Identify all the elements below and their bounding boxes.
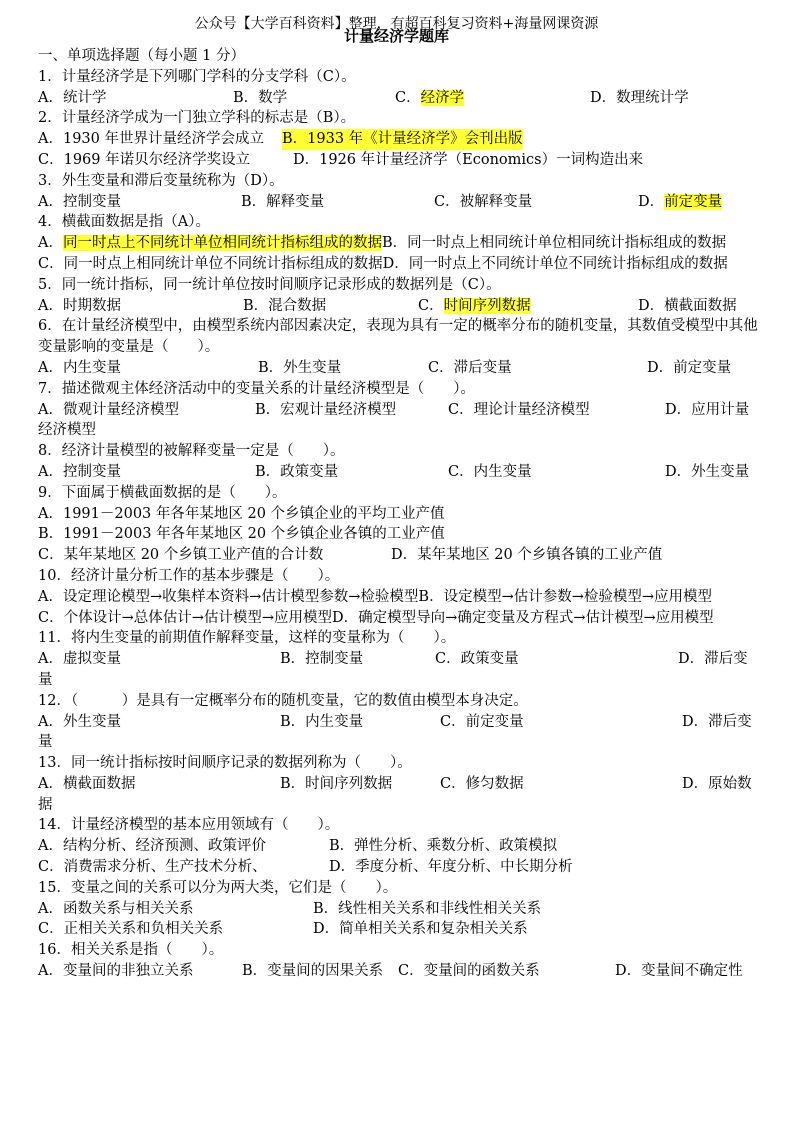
option-row (38, 712, 760, 754)
option-c: C．前定变量 (440, 713, 524, 730)
option-d: D．季度分析、年度分析、中长期分析 (329, 859, 573, 876)
option-row (38, 400, 760, 442)
question-stem: 7．描述微观主体经济活动中的变量关系的计量经济模型是（ ）。 (38, 380, 475, 397)
option-d: D．应用计量经济模型 (38, 401, 750, 439)
option-row (38, 88, 760, 109)
question-stem: 1．计量经济学是下列哪门学科的分支学科（C）。 (38, 68, 356, 85)
option-row (38, 836, 760, 857)
option-row (38, 649, 760, 691)
option-c: C．变量间的函数关系 (398, 963, 540, 980)
option-a: 同一时点上不同统计单位相同统计指标组成的数据 (62, 235, 382, 252)
option-c: C．内生变量 (448, 463, 532, 480)
question-stem: 13．同一统计指标按时间顺序记录的数据列称为（ ）。 (38, 755, 412, 772)
source-header: 公众号【大学百科资料】整理，有超百科复习资料+海量网课资源 (194, 16, 599, 32)
option-b: B．内生变量 (280, 713, 364, 730)
option-d: D．确定模型导向→确定变量及方程式→估计模型→应用模型 (332, 609, 714, 626)
option-row (38, 254, 760, 275)
section-heading: 一、单项选择题（每小题 1 分） (38, 48, 245, 64)
option-a: A．内生变量 (38, 359, 121, 376)
option-row (38, 857, 760, 878)
option-d: D．变量间不确定性 (615, 963, 743, 980)
question-stem: 9．下面属于横截面数据的是（ ）。 (38, 484, 287, 501)
option-a: A．函数关系与相关关系 (38, 900, 194, 917)
option-b: B．政策变量 (255, 463, 339, 480)
option-label: C． (418, 297, 444, 314)
option-a: A．控制变量 (38, 463, 121, 480)
option-row (38, 608, 760, 629)
question-stem: 8．经济计量模型的被解释变量一定是（ ）。 (38, 443, 345, 460)
option-d: D．简单相关关系和复杂相关关系 (313, 921, 528, 938)
option-b: B．1933 年《计量经济学》会刊出版 (282, 129, 523, 150)
option-c: C．同一时点上相同统计单位不同统计指标组成的数据 (38, 255, 383, 272)
option-b: B．1991－2003 年各年某地区 20 个乡镇企业各镇的工业产值 (38, 526, 445, 543)
option-row (38, 233, 760, 254)
option-a: A．变量间的非独立关系 (38, 963, 194, 980)
option-row (38, 462, 760, 483)
option-d: D．外生变量 (665, 463, 750, 480)
option-row (38, 150, 760, 171)
question-stem: 10．经济计量分析工作的基本步骤是（ ）。 (38, 567, 340, 584)
option-row (38, 129, 760, 150)
highlight: 前定变量 (664, 193, 723, 210)
question-stem: 3．外生变量和滞后变量统称为（D）。 (38, 172, 284, 189)
option-b: B．变量间的因果关系 (242, 963, 384, 980)
option-row (38, 192, 760, 213)
option-b: B．外生变量 (258, 359, 342, 376)
option-row (38, 545, 760, 566)
question-stem: 14．计量经济模型的基本应用领域有（ ）。 (38, 817, 340, 834)
document-title: 计量经济学题库 (343, 27, 449, 45)
question-stem: 6．在计量经济模型中，由模型系统内部因素决定，表现为具有一定的概率分布的随机变量，其数值受模型中其他变量影响的变量是（ ）。 (38, 318, 758, 356)
option-d: D．数理统计学 (590, 89, 689, 106)
option-row (38, 919, 760, 940)
option-row (38, 358, 760, 379)
option-d: D．1926 年计量经济学（Economics）一词构造出来 (293, 151, 644, 168)
option-b: B．宏观计量经济模型 (255, 401, 397, 418)
option-c: C．理论计量经济模型 (448, 401, 590, 418)
option-b: B．解释变量 (241, 193, 325, 210)
option-a: A．虚拟变量 (38, 651, 121, 668)
option-c: C．正相关关系和负相关关系 (38, 921, 224, 938)
option-a: A．时期数据 (38, 297, 121, 314)
question-stem: 2．计量经济学成为一门独立学科的标志是（B）。 (38, 110, 356, 127)
question-stem: 5．同一统计指标，同一统计单位按时间顺序记录形成的数据列是（C）。 (38, 276, 501, 293)
option-row (38, 296, 760, 317)
question-stem: 16．相关关系是指（ ）。 (38, 942, 224, 959)
question-stem: 15．变量之间的关系可以分为两大类，它们是（ ）。 (38, 879, 398, 896)
option-d: D．原始数据 (38, 775, 752, 813)
option-a: A．控制变量 (38, 193, 121, 210)
option-b: B．弹性分析、乘数分析、政策模拟 (329, 838, 558, 855)
option-b: B．时间序列数据 (280, 775, 393, 792)
option-b: B．控制变量 (280, 651, 364, 668)
option-a: A．1991－2003 年各年某地区 20 个乡镇企业的平均工业产值 (38, 505, 445, 522)
option-c: C．被解释变量 (434, 193, 533, 210)
option-a: A．微观计量经济模型 (38, 401, 179, 418)
question-stem: 11．将内生变量的前期值作解释变量，这样的变量称为（ ）。 (38, 630, 456, 647)
option-c: C．政策变量 (435, 651, 519, 668)
option-c: C．滞后变量 (428, 359, 512, 376)
option-a: A．外生变量 (38, 713, 121, 730)
option-a: A．设定理论模型→收集样本资料→估计模型参数→检验模型 (38, 588, 419, 605)
question-stem: 4．横截面数据是指（A）。 (38, 214, 210, 231)
option-b: B．混合数据 (243, 297, 327, 314)
option-c: C．修匀数据 (440, 775, 524, 792)
option-row (38, 774, 760, 816)
option-d: D．滞后变量 (38, 651, 748, 688)
highlight: 经济学 (420, 89, 465, 106)
option-label: A． (38, 235, 63, 252)
option-d: D．横截面数据 (638, 297, 737, 314)
option-b: B．数学 (233, 89, 288, 106)
option-d: D．前定变量 (647, 359, 732, 376)
option-d (638, 192, 722, 213)
option-a: A．1930 年世界计量经济学会成立 (38, 131, 264, 148)
option-b: B．线性相关关系和非线性相关关系 (313, 900, 542, 917)
option-d: D．滞后变量 (38, 713, 752, 751)
option-b: B．同一时点上相同统计单位相同统计指标组成的数据 (381, 235, 727, 252)
option-c: C．经济学 (395, 89, 465, 106)
option-a: A．统计学 (38, 89, 107, 106)
option-d: D．同一时点上不同统计单位不同统计指标组成的数据 (382, 255, 728, 272)
option-a: A．横截面数据 (38, 775, 136, 792)
option-c: C．某年某地区 20 个乡镇工业产值的合计数 (38, 547, 324, 564)
question-list (38, 46, 760, 982)
option-row (38, 899, 760, 920)
option-c (418, 296, 638, 317)
option-c: C．消费需求分析、生产技术分析、 (38, 859, 267, 876)
option-d: D．某年某地区 20 个乡镇各镇的工业产值 (391, 547, 663, 564)
option-label: D． (638, 193, 665, 210)
option-c: C．个体设计→总体估计→估计模型→应用模型 (38, 609, 333, 626)
option-c: C．1969 年诺贝尔经济学奖设立 (38, 151, 251, 168)
option-a: A．结构分析、经济预测、政策评价 (38, 838, 266, 855)
option-row (38, 587, 760, 608)
highlight: 时间序列数据 (443, 297, 531, 314)
question-stem: 12．（ ）是具有一定概率分布的随机变量，它的数值由模型本身决定。 (38, 692, 528, 709)
option-b: B．设定模型→估计参数→检验模型→应用模型 (418, 588, 713, 605)
option-row (38, 961, 760, 982)
